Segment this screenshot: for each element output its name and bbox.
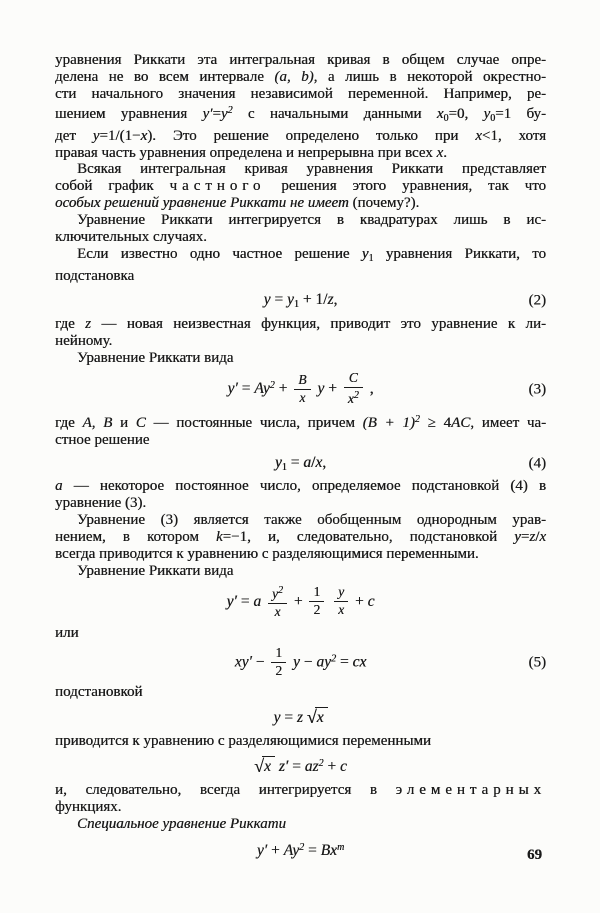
text-line: и, следовательно, всегда интегрируется в элементарных: [55, 782, 546, 799]
text-line: Уравнение Риккати интегрируется в квадратурах лишь в ис-: [77, 212, 546, 229]
equation-4-formula: $y_1 = a/x$,: [274, 453, 327, 473]
text-line: ключительных случаях.: [55, 229, 207, 246]
text-line: Уравнение Риккати вида: [77, 350, 234, 367]
equation-2-number: (2): [528, 292, 546, 309]
text-line: уравнения Риккати эта интегральная кривая в общем случае опре-: [55, 52, 546, 68]
equation-3-formula: $y' = Ay^2$ + $\frac{B}{x}$ y + $\frac{C}{x^2}$ ,: [227, 370, 374, 406]
text-line: Уравнение (3) является также обобщенным однородным урав-: [77, 512, 546, 529]
equation-riccati-form: [55, 585, 546, 620]
text-line: приводится к уравнению с разделяющимися переменными: [55, 732, 431, 749]
equation-special-riccati: [55, 841, 546, 860]
text-line: Всякая интегральная кривая уравнения Риккати представляет: [77, 161, 546, 178]
text-line: уравнение (3).: [55, 495, 147, 512]
text-line: особых решений уравнение Риккати не имеет (почему?).: [55, 195, 420, 212]
text-line: подстановка: [55, 267, 135, 284]
text-line: правая часть уравнения определена и непрерывна при всех x.: [55, 144, 447, 161]
equation-2: [55, 290, 546, 312]
text-line: Если известно одно частное решение $y_1$ уравнения Риккати, то: [77, 245, 546, 264]
equation-separated-formula: √x $z' = az^2 + c$: [254, 755, 347, 776]
equation-5: [55, 644, 546, 679]
text-line: дет y=1/(1−x). Это решение определено только при x<1, хотя: [55, 127, 546, 144]
text-line: функциях.: [55, 799, 122, 816]
text-line: делена не во всем интервале (a, b), а лишь в некоторой окрестно-: [55, 68, 546, 85]
equation-5-formula: xy′ − $\frac{1}{2}$ $y - ay^2$ = cx: [234, 644, 367, 678]
equation-substitution: [55, 707, 546, 727]
text-line: a — некоторое постоянное число, определяемое подстановкой (4) в: [55, 478, 546, 495]
page-number: 69: [527, 847, 542, 863]
equation-substitution-formula: y = z √x: [273, 707, 327, 727]
equation-4-number: (4): [528, 455, 546, 472]
equation-riccati-form-formula: y′ = a $\frac{y^2}{x}$ + $\frac{1}{2}$ $\frac{y}{x}$ + c: [226, 584, 375, 619]
text-line: Уравнение Риккати вида: [77, 562, 234, 579]
equation-3-number: (3): [528, 381, 546, 398]
text-line: собой график частного решения этого уравнения, так что: [55, 178, 547, 195]
text-line: стное решение: [55, 431, 150, 448]
text-line: сти начального значения независимой переменной. Например, ре-: [55, 85, 546, 102]
equation-5-number: (5): [528, 654, 546, 671]
text-line: нейному.: [55, 333, 113, 350]
text-line: шением уравнения $y'=y^2$ с начальными данными $x_0=0$, $y_0=1$ бу-: [55, 104, 546, 124]
text-line: где A, B и C — постоянные числа, причем $(B + 1)^2 \ge 4AC$, имеет ча-: [55, 414, 547, 431]
text-line: где z — новая неизвестная функция, приводит это уравнение к ли-: [55, 316, 546, 333]
text-line: Специальное уравнение Риккати: [77, 816, 286, 833]
equation-2-formula: $y = y_1 + 1/z$,: [263, 290, 338, 310]
text-block: [55, 52, 546, 864]
text-line: подстановкой: [55, 683, 143, 700]
text-line: или: [55, 624, 79, 641]
text-line: всегда приводится к уравнению с разделяющимися переменными.: [55, 545, 479, 562]
text-line: нением, в котором k=−1, и, следовательно, подстановкой y=z/x: [55, 529, 546, 546]
equation-special-riccati-formula: $y' + Ay^2 = Bx^m$: [256, 841, 345, 859]
equation-4: [55, 453, 546, 475]
equation-separated: [55, 756, 546, 776]
equation-3: [55, 372, 546, 407]
